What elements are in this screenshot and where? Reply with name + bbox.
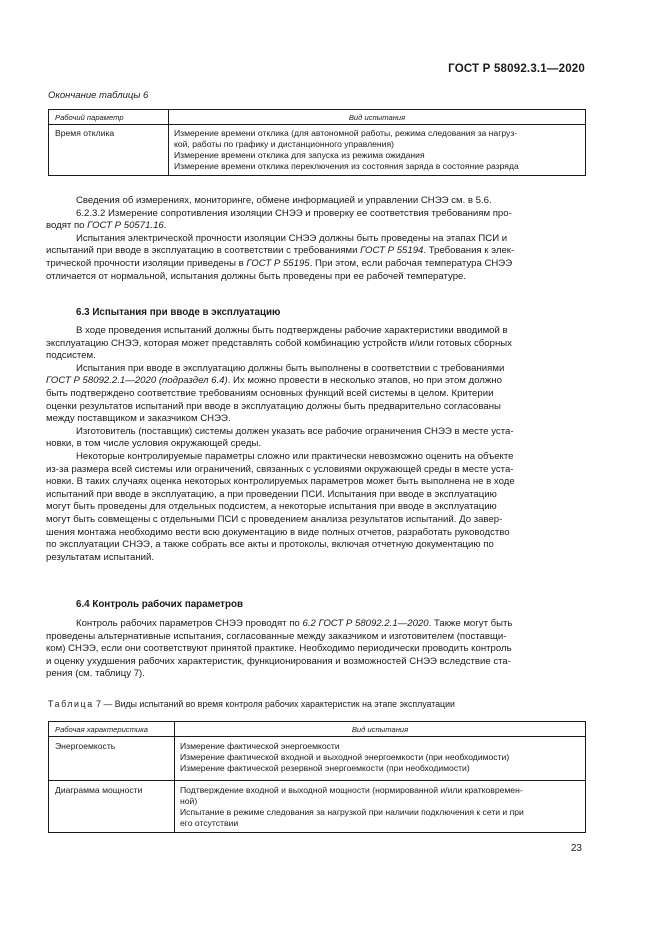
test-line: Измерение времени отклика переключения из состояния заряда в состояние разряда: [174, 161, 519, 171]
table-header-row: [49, 110, 586, 125]
test-line: Измерение фактической резервной энергоемкости (при необходимости): [180, 763, 470, 773]
table-cell-tests: [175, 781, 586, 833]
test-line: Измерение фактической входной и выходной энергоемкости (при необходимости): [180, 752, 510, 762]
paragraph: Изготовитель (поставщик) системы должен указать все рабочие ограничения СНЭЭ в месте уста- новки, в том числе условия окружающей среды.: [46, 425, 514, 450]
column-header-characteristic: Рабочая характеристика: [49, 722, 175, 737]
table-continuation-note: Окончание таблицы 6: [48, 90, 149, 101]
paragraph: 6.2.3.2 Измерение сопротивления изоляции СНЭЭ и проверку ее соответствия требованиям про- водят по ГОСТ Р 50571.16.: [46, 207, 512, 232]
paragraph: Сведения об измерениях, мониторинге, обмене информацией и управлении СНЭЭ см. в 5.6.: [76, 195, 492, 206]
paragraph: Испытания электрической прочности изоляции СНЭЭ должны быть проведены на этапах ПСИ и испытаний при вводе в эксплуатацию в соответствии с требованиями ГОСТ Р 55194. Требования к элек- трической прочности изоляции приведены в ГОСТ Р 55195. При этом, если рабочая температура СНЭЭ отличается от нормальной, испытания должны быть проведены при ее рабочей температуре.: [46, 232, 515, 282]
table-7: [48, 721, 586, 833]
paragraph: Испытания при вводе в эксплуатацию должны быть выполнены в соответствии с требованиями ГОСТ Р 58092.2.1—2020 (подраздел 6.4). Их можно провести в несколько этапов, но при этом должно быть подтверждено соответствие требованиям основных функций всей системы в целом. Критерии оценки результатов испытаний при вводе в эксплуатацию должны быть предварительно согласованы между поставщиком и заказчиком СНЭЭ.: [46, 362, 505, 425]
table-row: [49, 737, 586, 781]
section-heading-6-3: 6.3 Испытания при вводе в эксплуатацию: [76, 307, 281, 318]
table-row: [49, 781, 586, 833]
test-line: Испытание в режиме следования за нагрузкой при наличии подключения к сети и при: [180, 807, 524, 817]
paragraph: Контроль рабочих параметров СНЭЭ проводят по 6.2 ГОСТ Р 58092.2.1—2020. Также могут быть проведены альтернативные испытания, согласованные между заказчиком и изготовителем (поставщи- ком) СНЭЭ, если они соответствуют принятой практике. Необходимо периодически проводить контроль и оценку ухудшения рабочих характеристик, функционирования и возможностей СНЭЭ вследствие ста- рения (см. таблицу 7).: [46, 618, 513, 680]
table-cell-tests: [175, 737, 586, 781]
test-line: кой, работы по графику и дистанционного управления): [174, 139, 394, 149]
body-text-block-3: [46, 618, 583, 681]
document-code: ГОСТ Р 58092.3.1—2020: [448, 63, 585, 75]
column-header-parameter: Рабочий параметр: [49, 110, 169, 125]
body-text-block-2: [46, 325, 583, 564]
table-row: [49, 125, 586, 176]
table-7-caption: Таблица 7 — Виды испытаний во время контроля рабочих характеристик на этапе эксплуатации: [48, 699, 455, 709]
table-6: [48, 109, 586, 176]
page-number: 23: [570, 843, 582, 854]
body-text-block-1: [46, 195, 583, 283]
column-header-test-type: Вид испытания: [169, 110, 586, 125]
test-line: Измерение времени отклика для запуска из режима ожидания: [174, 150, 425, 160]
paragraph: Некоторые контролируемые параметры сложно или практически невозможно оценить на объекте из-за размера всей системы или ограничений, связанных с условиями окружающей среды в месте уста- новки. В таких случаях оценка некоторых контролируемых параметров может быть выполнена не в ходе испытаний при вводе в эксплуатацию, а при проведении ПСИ. Испытания при вводе в эксплуатацию могут быть проведены для отдельных подсистем, а некоторые испытания при вводе в эксплуатацию могут быть совмещены с отдельными ПСИ с проведением анализа результатов испытаний. До завер- шения монтажа необходимо вести всю документацию в виде полных отчетов, разработать руководство по эксплуатации СНЭЭ, а также собрать все акты и протоколы, включая отчетную документацию по результатам испытаний.: [46, 450, 515, 563]
table-cell-characteristic: Диаграмма мощности: [49, 781, 175, 833]
table-header-row: [49, 722, 586, 737]
table-cell-parameter: Время отклика: [49, 125, 169, 176]
test-line: его отсутствии: [180, 818, 239, 828]
section-heading-6-4: 6.4 Контроль рабочих параметров: [76, 599, 243, 610]
column-header-test-type: Вид испытания: [175, 722, 586, 737]
test-line: ной): [180, 796, 198, 806]
test-line: Измерение фактической энергоемкости: [180, 741, 340, 751]
paragraph: В ходе проведения испытаний должны быть подтверждены рабочие характеристики вводимой в эксплуатацию СНЭЭ, которая может представлять собой комбинацию устройств и/или готовых сборных подсистем.: [46, 325, 512, 362]
test-line: Подтверждение входной и выходной мощности (нормированной и/или кратковремен-: [180, 785, 523, 795]
table-cell-characteristic: Энергоемкость: [49, 737, 175, 781]
table-cell-tests: [169, 125, 586, 176]
test-line: Измерение времени отклика (для автономной работы, режима следования за нагруз-: [174, 128, 518, 138]
